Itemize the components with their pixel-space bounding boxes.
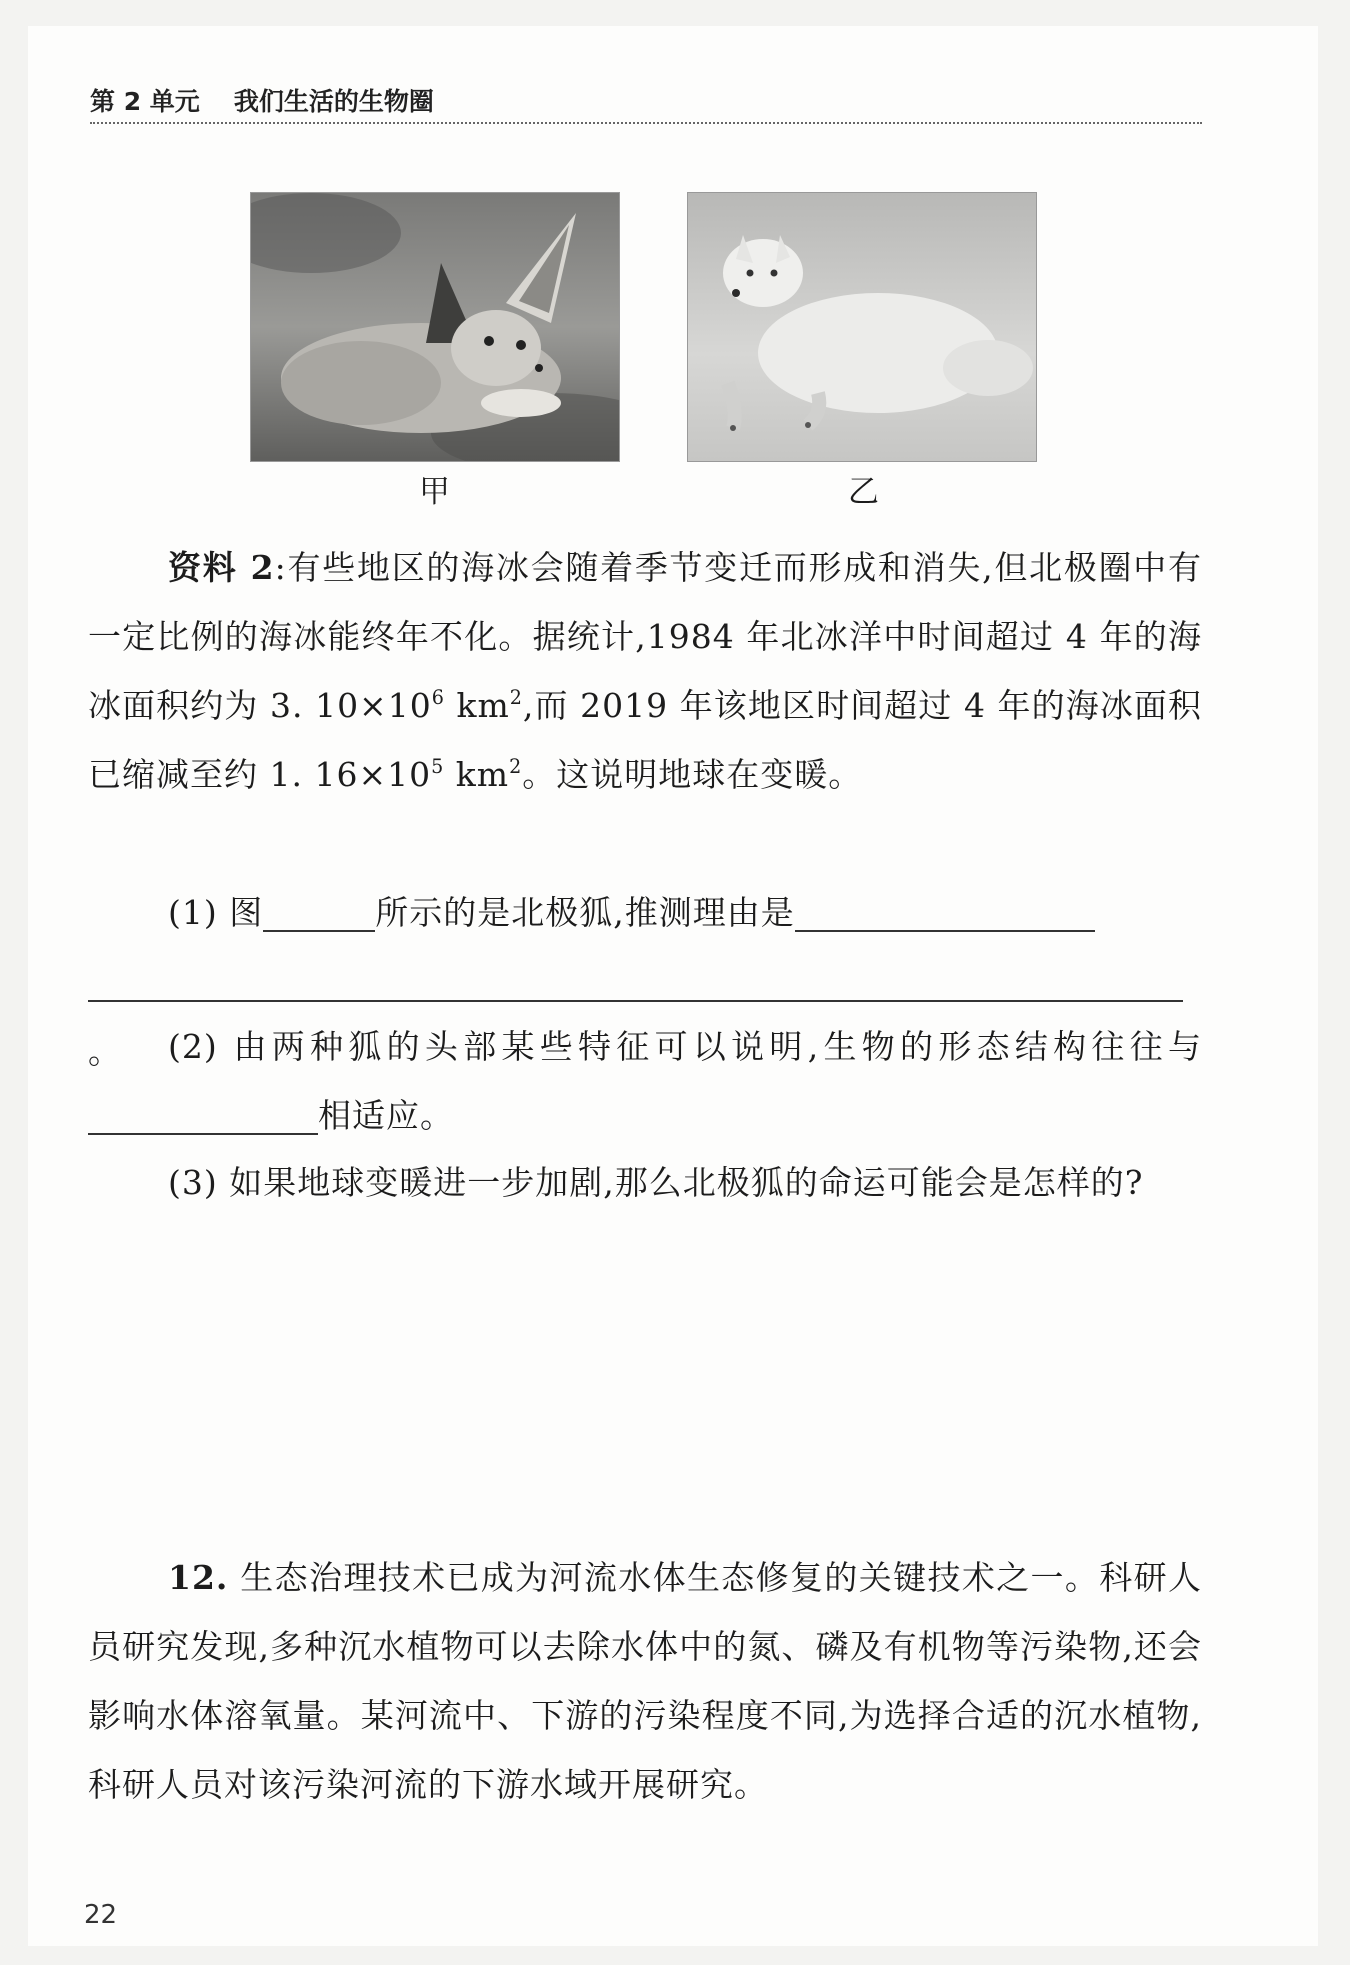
answer-blank-1c[interactable] xyxy=(88,966,1183,1002)
material-label: 资料 2 xyxy=(168,548,275,587)
page-number: 22 xyxy=(84,1900,118,1930)
arctic-fox-photo xyxy=(687,192,1037,462)
question-3: (3) 如果地球变暖进一步加剧,那么北极狐的命运可能会是怎样的? xyxy=(168,1163,1144,1202)
running-header xyxy=(90,82,1202,124)
question-1: (1) 图 所示的是北极狐,推测理由是 xyxy=(88,878,1202,947)
question-2: (2) 由两种狐的头部某些特征可以说明,生物的形态结构往往与相适应。 xyxy=(88,1012,1202,1150)
answer-blank-2[interactable] xyxy=(88,1099,318,1135)
unit-label: 第 2 单元 xyxy=(90,87,200,116)
caption-jia: 甲 xyxy=(419,474,450,510)
caption-yi: 乙 xyxy=(848,474,879,510)
fennec-fox-photo xyxy=(250,192,620,462)
unit-title: 我们生活的生物圈 xyxy=(233,87,434,116)
question-12: 12. 生态治理技术已成为河流水体生态修复的关键技术之一。科研人员研究发现,多种沉水植物可以去除水体中的氮、磷及有机物等污染物,还会影响水体溶氧量。某河流中、下游的污染程度不同,为选择合适的沉水植物,科研人员对该污染河流的下游水域开展研究。 xyxy=(88,1558,1202,1804)
answer-blank-1a[interactable] xyxy=(263,896,375,932)
question-number: 12. xyxy=(168,1558,229,1597)
material-2-paragraph: 资料 2:有些地区的海冰会随着季节变迁而形成和消失,但北极圈中有一定比例的海冰能终年不化。据统计,1984 年北冰洋中时间超过 4 年的海冰面积约为 3. $10\times 10^6$ $km^2$,而 2019 年该地区时间超过 4 年的海冰面积已缩减至约 1. $16\times 10^5$ $km^2$。这说明地球在变暖。 xyxy=(88,548,1203,794)
answer-blank-1b[interactable] xyxy=(795,896,1095,932)
question-1-line-2: 。 xyxy=(88,948,1202,1086)
